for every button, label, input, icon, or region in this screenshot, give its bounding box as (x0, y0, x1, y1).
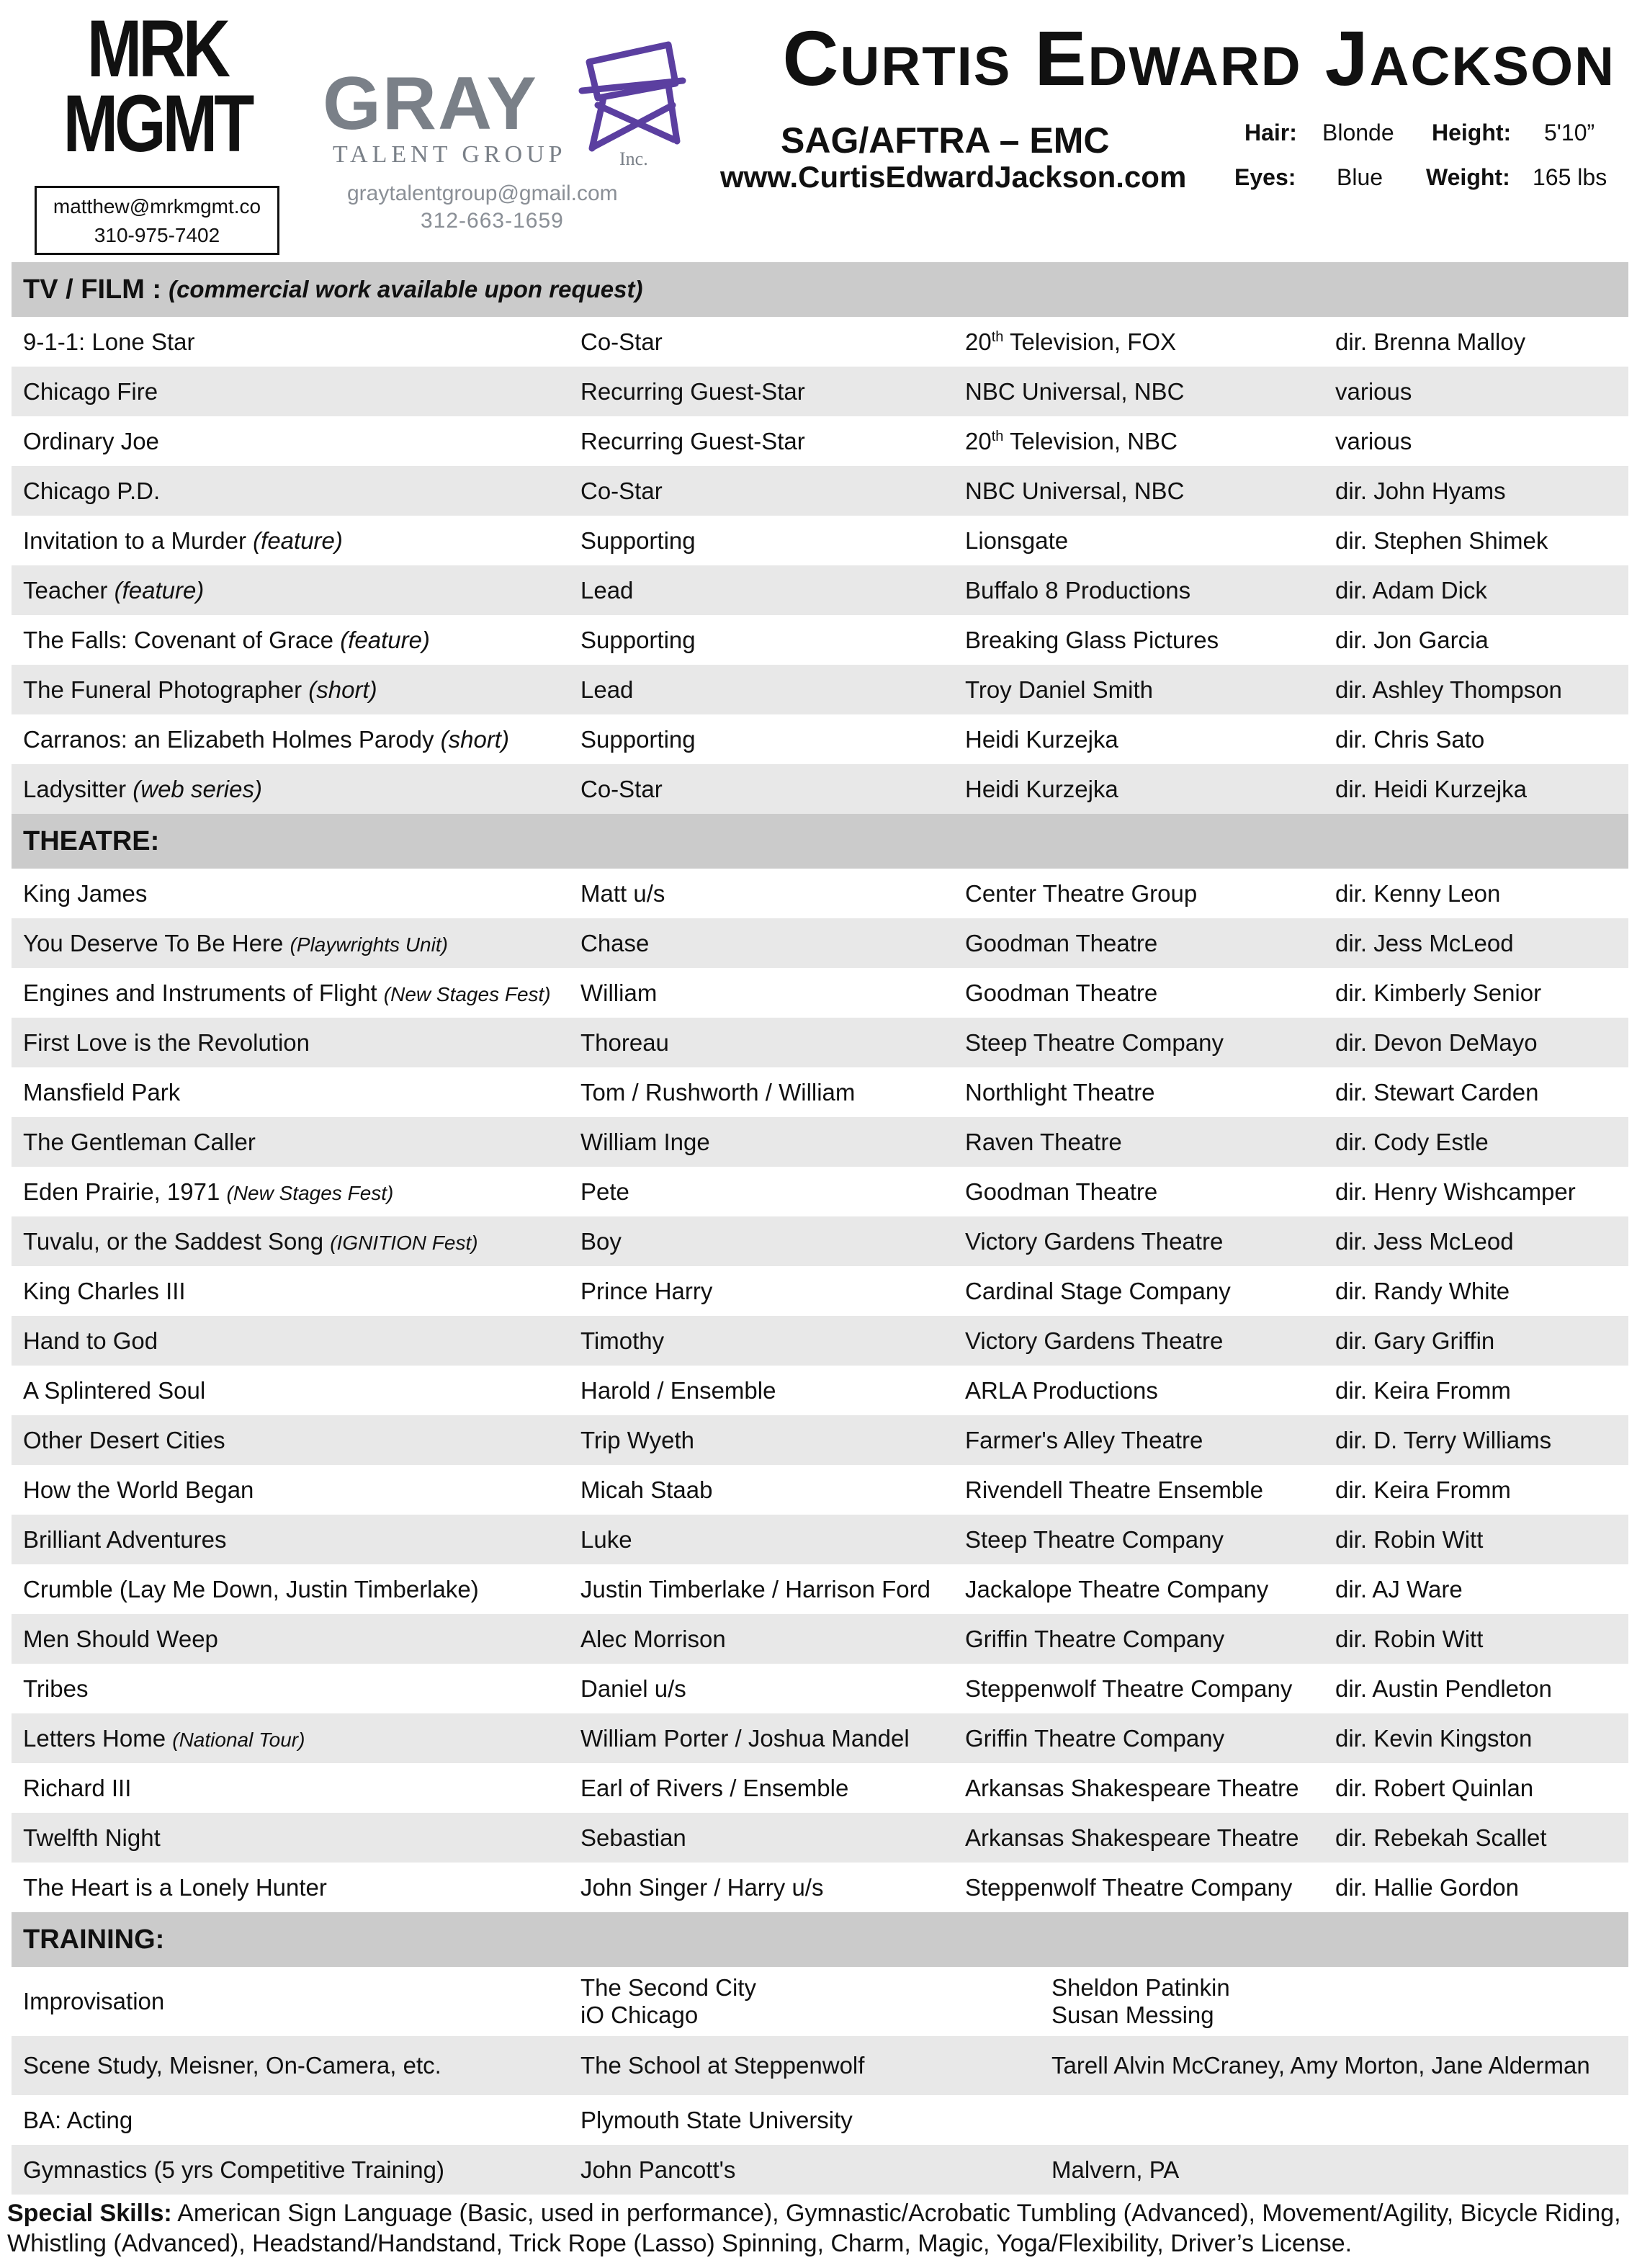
credit-director: dir. Henry Wishcamper (1335, 1178, 1576, 1205)
credit-title: Invitation to a Murder (23, 526, 254, 554)
credit-director: dir. Adam Dick (1335, 576, 1487, 604)
credit-role: Recurring Guest-Star (580, 377, 805, 405)
section-header-film (12, 262, 1628, 317)
credit-role: Harold / Ensemble (580, 1376, 776, 1404)
company-superscript: th (991, 328, 1004, 345)
credit-title-cell (23, 776, 262, 803)
training-teachers: Malvern, PA (1051, 2156, 1180, 2183)
credit-title: Engines and Instruments of Flight (23, 979, 384, 1006)
credit-director: dir. Stewart Carden (1335, 1078, 1539, 1106)
credit-title: Eden Prairie, 1971 (23, 1178, 227, 1205)
credit-role: Supporting (580, 626, 696, 653)
credit-director: various (1335, 377, 1412, 405)
film-credit-row (12, 416, 1628, 466)
credit-role: Micah Staab (580, 1476, 713, 1503)
credit-role: Supporting (580, 725, 696, 753)
credit-title-cell (23, 1576, 479, 1603)
credit-title-cell (23, 478, 160, 505)
credit-role: Co-Star (580, 477, 663, 504)
credit-company: Rivendell Theatre Ensemble (965, 1476, 1263, 1503)
hair-label: Hair: (1244, 120, 1297, 145)
credit-company: Arkansas Shakespeare Theatre (965, 1774, 1299, 1801)
credit-title-cell (23, 676, 377, 704)
theatre-credits-list (12, 869, 1628, 1912)
section-title: TRAINING: (23, 1924, 165, 1955)
gray-logo-subtitle: TALENT GROUP (333, 141, 567, 168)
credit-director: dir. Gary Griffin (1335, 1327, 1495, 1354)
credit-title: Letters Home (23, 1724, 173, 1752)
skills-text: American Sign Language (Basic, used in performance), Gymnastic/Acrobatic Tumbling (Advanced), Movement/Agility, Bicycle Riding, Whistling (Advanced), Headstand/Handstand, Trick Rope (Lasso) Spinning, Charm, Magic, Yoga/Flexibility, Driver’s License. (7, 2200, 1621, 2257)
credit-company: Griffin Theatre Company (965, 1724, 1225, 1752)
credit-title-cell (23, 880, 147, 907)
credit-role: Chase (580, 929, 650, 956)
training-row (12, 2095, 1628, 2145)
credit-annotation: (feature) (114, 576, 205, 604)
credit-company: Arkansas Shakespeare Theatre (965, 1824, 1299, 1851)
credit-title: Tuvalu, or the Saddest Song (23, 1227, 331, 1255)
union-affiliation: SAG/AFTRA – EMC (781, 120, 1110, 161)
company-name: NBC Universal, NBC (965, 377, 1185, 405)
credit-role: Pete (580, 1178, 629, 1205)
credit-title: First Love is the Revolution (23, 1028, 310, 1056)
credit-director: dir. John Hyams (1335, 477, 1506, 504)
credit-title: Teacher (23, 576, 115, 604)
credit-title: Hand to God (23, 1327, 158, 1354)
credit-title: Ladysitter (23, 775, 133, 802)
credit-company: Goodman Theatre (965, 979, 1158, 1006)
credit-company (965, 428, 1178, 455)
credit-role: Boy (580, 1227, 622, 1255)
mrk-contact-box (35, 186, 279, 255)
credit-company (965, 726, 1118, 753)
section-title: THEATRE: (23, 825, 160, 856)
credit-company: Goodman Theatre (965, 929, 1158, 956)
credit-annotation: (web series) (133, 775, 262, 802)
credit-role: Co-Star (580, 328, 663, 355)
theatre-credit-row (12, 1067, 1628, 1117)
gray-talent-logo (323, 40, 683, 242)
actor-name: Curtis Edward Jackson (782, 14, 1615, 102)
training-row (12, 1967, 1628, 2036)
credit-director: dir. Stephen Shimek (1335, 526, 1548, 554)
credit-title: Ordinary Joe (23, 427, 159, 454)
credit-title-cell (23, 1129, 256, 1156)
theatre-credit-row (12, 1018, 1628, 1067)
credit-title-cell (23, 1725, 305, 1752)
credit-director: dir. Jon Garcia (1335, 626, 1489, 653)
credit-company (965, 776, 1118, 803)
credit-role: William (580, 979, 658, 1006)
credit-role: Timothy (580, 1327, 665, 1354)
credit-company: Victory Gardens Theatre (965, 1327, 1224, 1354)
company-prefix: 20 (965, 328, 992, 355)
credit-role: Sebastian (580, 1824, 686, 1851)
credit-director: dir. Kimberly Senior (1335, 979, 1542, 1006)
training-school: John Pancott's (580, 2156, 736, 2183)
section-title: TV / FILM : (23, 274, 162, 305)
training-teachers: Sheldon Patinkin Susan Messing (1051, 1974, 1230, 2028)
credit-role: Recurring Guest-Star (580, 427, 805, 454)
credit-role: Luke (580, 1525, 632, 1553)
credit-company: Griffin Theatre Company (965, 1625, 1225, 1652)
credit-company (965, 378, 1184, 405)
credit-company (965, 527, 1068, 555)
film-credit-row (12, 317, 1628, 367)
credit-company (965, 676, 1153, 704)
skills-label: Special Skills: (7, 2200, 172, 2227)
credit-title: Men Should Weep (23, 1625, 218, 1652)
training-list (12, 1967, 1628, 2195)
company-superscript: th (991, 428, 1004, 444)
credit-director: dir. Jess McLeod (1335, 1227, 1514, 1255)
credit-director: dir. Rebekah Scallet (1335, 1824, 1547, 1851)
credit-title-cell (23, 1178, 393, 1206)
credit-director: dir. Heidi Kurzejka (1335, 775, 1527, 802)
eyes-label: Eyes: (1234, 164, 1296, 190)
credit-role: William Porter / Joshua Mandel (580, 1724, 910, 1752)
gray-email[interactable]: graytalentgroup@gmail.com (347, 181, 618, 205)
company-name: Buffalo 8 Productions (965, 576, 1191, 604)
credit-director: dir. Kenny Leon (1335, 879, 1501, 907)
credit-company: Steep Theatre Company (965, 1525, 1224, 1553)
training-teachers: Tarell Alvin McCraney, Amy Morton, Jane Alderman (1051, 2052, 1590, 2079)
credit-company: Goodman Theatre (965, 1178, 1158, 1205)
company-prefix: 20 (965, 427, 992, 454)
credit-title-cell (23, 428, 159, 455)
credit-title: The Funeral Photographer (23, 676, 309, 703)
theatre-credit-row (12, 1763, 1628, 1813)
training-subject: Improvisation (23, 1988, 165, 2014)
height-value: 5'10” (1544, 120, 1595, 145)
credit-title-cell (23, 930, 448, 957)
training-row (12, 2036, 1628, 2095)
theatre-credit-row (12, 1515, 1628, 1564)
weight-label: Weight: (1426, 164, 1510, 190)
mrk-phone[interactable]: 310-975-7402 (94, 224, 220, 246)
website-link[interactable]: www.CurtisEdwardJackson.com (720, 160, 1187, 194)
credit-title: Mansfield Park (23, 1078, 181, 1106)
theatre-credit-row (12, 918, 1628, 968)
credit-annotation: (New Stages Fest) (383, 982, 551, 1005)
credit-role: Supporting (580, 526, 696, 554)
theatre-credit-row (12, 1415, 1628, 1465)
credit-director: dir. Chris Sato (1335, 725, 1485, 753)
theatre-credit-row (12, 1813, 1628, 1863)
credit-title: The Gentleman Caller (23, 1128, 256, 1155)
film-credit-row (12, 367, 1628, 416)
credit-annotation: (short) (308, 676, 377, 703)
eyes-value: Blue (1337, 164, 1383, 190)
credit-director: dir. Randy White (1335, 1277, 1510, 1304)
credit-director: dir. Ashley Thompson (1335, 676, 1562, 703)
credit-title: Carranos: an Elizabeth Holmes Parody (23, 725, 441, 753)
credit-title: Tribes (23, 1675, 89, 1702)
credit-title: Other Desert Cities (23, 1426, 225, 1453)
theatre-credit-row (12, 1564, 1628, 1614)
credit-role: William Inge (580, 1128, 710, 1155)
credit-director: dir. Cody Estle (1335, 1128, 1489, 1155)
credit-title-cell (23, 1029, 310, 1057)
credit-company (965, 478, 1184, 505)
credit-director: dir. Kevin Kingston (1335, 1724, 1533, 1752)
theatre-credit-row (12, 1664, 1628, 1713)
gray-logo-inc: Inc. (619, 148, 648, 169)
credit-role: Thoreau (580, 1028, 669, 1056)
training-school: Plymouth State University (580, 2106, 853, 2133)
credit-title-cell (23, 1675, 88, 1703)
theatre-credit-row (12, 1366, 1628, 1415)
credit-role: Earl of Rivers / Ensemble (580, 1774, 849, 1801)
theatre-credit-row (12, 1465, 1628, 1515)
credit-title-cell (23, 980, 551, 1007)
credit-company (965, 577, 1190, 604)
credit-annotation: (National Tour) (172, 1728, 305, 1751)
section-note: (commercial work available upon request) (169, 276, 643, 302)
credit-title-cell (23, 1427, 225, 1454)
credit-role: Daniel u/s (580, 1675, 686, 1702)
credit-company: Center Theatre Group (965, 879, 1198, 907)
credit-annotation: (IGNITION Fest) (330, 1231, 478, 1254)
company-name: Television, FOX (1003, 328, 1177, 355)
credit-annotation: (feature) (253, 526, 343, 554)
credit-title: 9-1-1: Lone Star (23, 328, 195, 355)
credit-annotation: (New Stages Fest) (226, 1181, 394, 1204)
theatre-credit-row (12, 1266, 1628, 1316)
credit-company: Steep Theatre Company (965, 1028, 1224, 1056)
mrk-logo-line1: MRK (86, 4, 228, 94)
credit-title: Chicago Fire (23, 377, 158, 405)
credit-director: dir. Robin Witt (1335, 1525, 1484, 1553)
film-credit-row (12, 565, 1628, 615)
credit-title: King Charles III (23, 1277, 186, 1304)
credit-title: The Falls: Covenant of Grace (23, 626, 341, 653)
mrk-logo-line2: MGMT (63, 79, 251, 169)
credit-title-cell (23, 328, 194, 356)
company-name: Heidi Kurzejka (965, 775, 1118, 802)
credit-annotation: (feature) (340, 626, 430, 653)
credit-company: Steppenwolf Theatre Company (965, 1873, 1293, 1901)
film-credit-row (12, 764, 1628, 814)
credit-title-cell (23, 1824, 161, 1852)
credit-director: various (1335, 427, 1412, 454)
film-credit-row (12, 665, 1628, 714)
credit-role: Lead (580, 676, 634, 703)
weight-value: 165 lbs (1533, 164, 1607, 190)
company-name: Troy Daniel Smith (965, 676, 1154, 703)
credit-title-cell (23, 1775, 131, 1802)
theatre-credit-row (12, 1614, 1628, 1664)
credit-role: Justin Timberlake / Harrison Ford (580, 1575, 930, 1603)
company-name: Television, NBC (1003, 427, 1178, 454)
credit-title-cell (23, 527, 343, 555)
credit-director: dir. Keira Fromm (1335, 1476, 1511, 1503)
gray-phone[interactable]: 312-663-1659 (421, 209, 564, 233)
theatre-credit-row (12, 1316, 1628, 1366)
special-skills (7, 2198, 1628, 2259)
credit-title-cell (23, 577, 204, 604)
credit-company: Steppenwolf Theatre Company (965, 1675, 1293, 1702)
film-credits-list (12, 317, 1628, 814)
credit-company: ARLA Productions (965, 1376, 1158, 1404)
credit-director: dir. Robert Quinlan (1335, 1774, 1534, 1801)
credit-title: Twelfth Night (23, 1824, 161, 1851)
credit-title: You Deserve To Be Here (23, 929, 290, 956)
credit-title: A Splintered Soul (23, 1376, 206, 1404)
credit-annotation: (short) (440, 725, 509, 753)
credit-director: dir. Robin Witt (1335, 1625, 1484, 1652)
training-row (12, 2145, 1628, 2195)
credit-annotation: (Playwrights Unit) (290, 933, 448, 956)
credit-director: dir. Brenna Malloy (1335, 328, 1526, 355)
company-name: Heidi Kurzejka (965, 725, 1118, 753)
credit-title-cell (23, 1526, 226, 1554)
theatre-credit-row (12, 1167, 1628, 1216)
theatre-credit-row (12, 869, 1628, 918)
theatre-credit-row (12, 968, 1628, 1018)
film-credit-row (12, 516, 1628, 565)
directors-chair-icon (560, 40, 690, 156)
credit-title: Richard III (23, 1774, 132, 1801)
credit-title: Brilliant Adventures (23, 1525, 227, 1553)
section-header-theatre (12, 814, 1628, 869)
credit-role: Trip Wyeth (580, 1426, 695, 1453)
credit-director: dir. AJ Ware (1335, 1575, 1463, 1603)
credit-role: Prince Harry (580, 1277, 713, 1304)
theatre-credit-row (12, 1117, 1628, 1167)
credit-director: dir. D. Terry Williams (1335, 1426, 1552, 1453)
film-credit-row (12, 714, 1628, 764)
credit-company: Victory Gardens Theatre (965, 1227, 1224, 1255)
credit-role: Lead (580, 576, 634, 604)
credit-director: dir. Devon DeMayo (1335, 1028, 1538, 1056)
credit-company: Raven Theatre (965, 1128, 1122, 1155)
theatre-credit-row (12, 1863, 1628, 1912)
credit-director: dir. Hallie Gordon (1335, 1873, 1519, 1901)
credit-title-cell (23, 1278, 186, 1305)
training-subject: BA: Acting (23, 2106, 133, 2133)
credit-title-cell (23, 1079, 180, 1106)
credit-role: Matt u/s (580, 879, 665, 907)
company-name: Breaking Glass Pictures (965, 626, 1219, 653)
credit-company (965, 328, 1176, 356)
resume-body (12, 262, 1628, 2195)
credit-role: Co-Star (580, 775, 663, 802)
credit-company: Jackalope Theatre Company (965, 1575, 1269, 1603)
training-subject: Gymnastics (5 yrs Competitive Training) (23, 2156, 444, 2183)
credit-title-cell (23, 1377, 205, 1404)
credit-director: dir. Austin Pendleton (1335, 1675, 1552, 1702)
credit-role: Tom / Rushworth / William (580, 1078, 856, 1106)
credit-company (965, 627, 1219, 654)
credit-director: dir. Jess McLeod (1335, 929, 1514, 956)
credit-title-cell (23, 378, 158, 405)
mrk-email[interactable]: matthew@mrkmgmt.co (53, 195, 261, 218)
credit-title: Chicago P.D. (23, 477, 161, 504)
credit-title-cell (23, 1476, 254, 1504)
gray-logo-word: GRAY (323, 62, 538, 145)
credit-title: The Heart is a Lonely Hunter (23, 1873, 327, 1901)
credit-title: Crumble (Lay Me Down, Justin Timberlake) (23, 1575, 479, 1603)
training-school: The Second City iO Chicago (580, 1974, 756, 2028)
mrk-mgmt-logo (35, 4, 279, 246)
credit-director: dir. Keira Fromm (1335, 1376, 1511, 1404)
credit-company: Northlight Theatre (965, 1078, 1155, 1106)
training-subject: Scene Study, Meisner, On-Camera, etc. (23, 2052, 441, 2079)
credit-title: How the World Began (23, 1476, 254, 1503)
credit-role: John Singer / Harry u/s (580, 1873, 824, 1901)
film-credit-row (12, 466, 1628, 516)
credit-role: Alec Morrison (580, 1625, 726, 1652)
height-label: Height: (1432, 120, 1512, 145)
credit-title-cell (23, 1327, 158, 1355)
credit-title-cell (23, 1626, 218, 1653)
section-header-training (12, 1912, 1628, 1967)
company-name: NBC Universal, NBC (965, 477, 1185, 504)
film-credit-row (12, 615, 1628, 665)
credit-title-cell (23, 1228, 478, 1255)
credit-title-cell (23, 1874, 327, 1901)
theatre-credit-row (12, 1216, 1628, 1266)
theatre-credit-row (12, 1713, 1628, 1763)
credit-title: King James (23, 879, 148, 907)
hair-value: Blonde (1322, 120, 1394, 145)
credit-title-cell (23, 627, 430, 654)
credit-title-cell (23, 726, 509, 753)
credit-company: Cardinal Stage Company (965, 1277, 1231, 1304)
company-name: Lionsgate (965, 526, 1069, 554)
training-school: The School at Steppenwolf (580, 2052, 865, 2079)
credit-company: Farmer's Alley Theatre (965, 1426, 1203, 1453)
